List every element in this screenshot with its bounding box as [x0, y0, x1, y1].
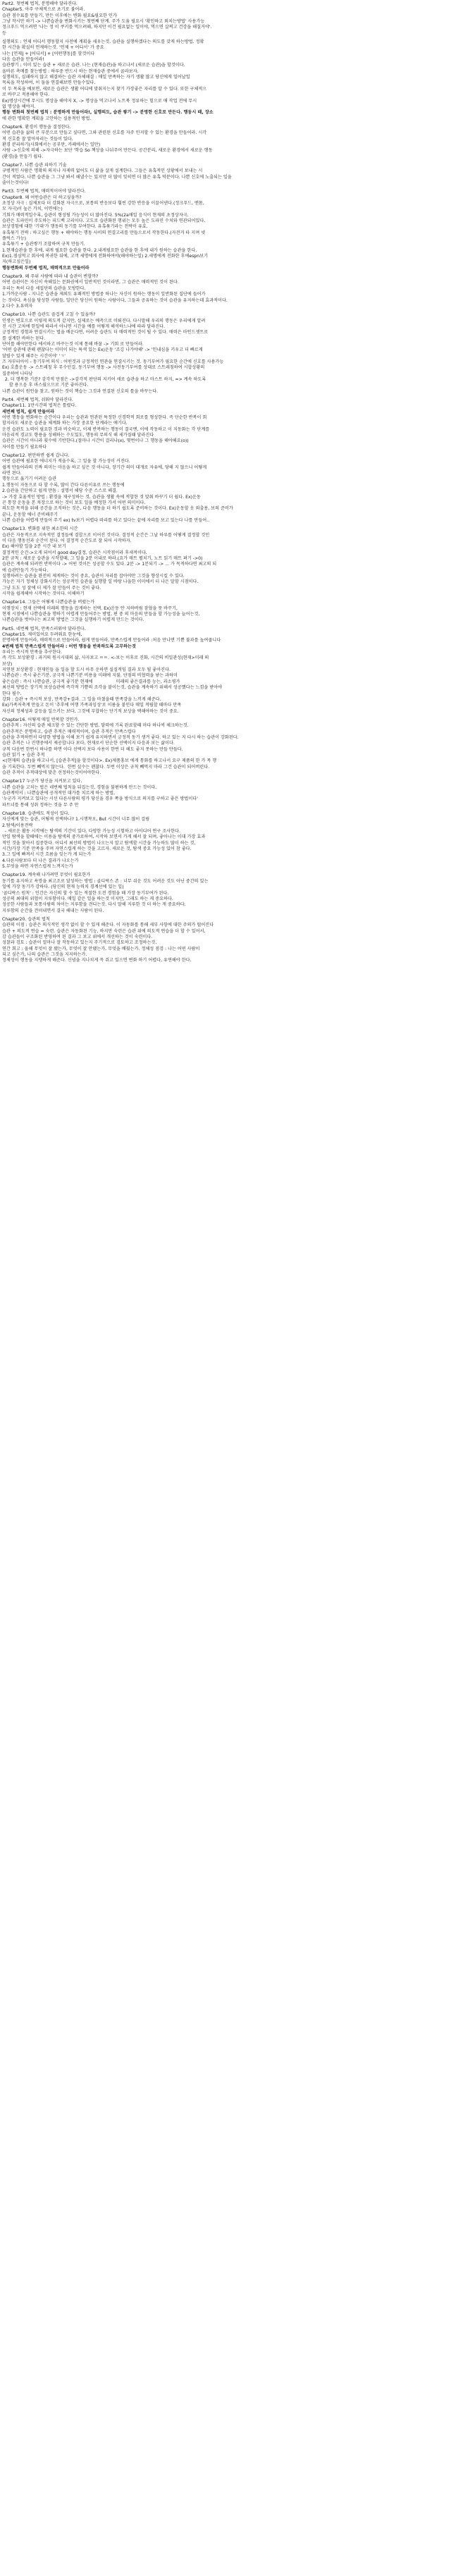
note-line: 우리는 특히 다음 세집단의 습관을 모방한다.: [2, 285, 86, 291]
note-line: 를 설계한 바하는 된다.: [2, 335, 46, 341]
note-line: 어떤 습관을 삶의 큰 부분으로 만들고 싶다면, 그와 관련된 신호를 자주 인지할 수 있는 환경을 만들어라. 시각: [2, 130, 207, 136]
note-line: 행동으로 옮기기 어려운 습관: [2, 476, 57, 482]
note-line: Chapter11. 1만시간의 법칙은 틀렸다.: [2, 403, 77, 409]
note-line: 일에 가장 동기가 강하다. (당신의 현재 능력치 경계선에 있는 일): [2, 885, 124, 890]
note-line: 줄이는것이다!: [2, 180, 30, 185]
note-line: Part3. 두번째 법칙, 매력적이어야 달라진다.: [2, 189, 86, 195]
note-line: 플릭스 가능): [2, 236, 27, 242]
note-line: 실행하려는 습관을 완전히 제게하는 것이 중요, 습관이 자리를 잡아야만 그것을 향상시킬 수 있다.: [2, 573, 185, 579]
note-line: Ex) 해야할 일을 2분 시간 내 보기: [2, 544, 66, 550]
note-line: 되고 싶은가, 나의 습관은 그것을 지지하는가.: [2, 951, 87, 957]
note-line: 할지라도 새로운 습관을 체계화 하는 가장 중요한 단계라는 얘기다.: [2, 421, 128, 426]
note-line: 4.다른사람보다 더 나은 결과가 나오는가: [2, 858, 79, 863]
note-line: 습관추적 : 자신의 습관 체크할 수 있는 간단한 방법. 달력에 기록 완료할때 마다 하나씩 체크하는것.: [2, 723, 189, 729]
note-line: 행동변화의 두번째 법칙, 매력적으로 만들어라: [2, 265, 89, 271]
note-line: 그냥 도도 성 잘에 더 제가 잘 만들어 주는 것이 좋다.: [2, 585, 101, 591]
note-line: 파트너를 통해 성취 정하는 것을 무 주 만: [2, 802, 79, 808]
note-line: 없 명상을 해야지.: [2, 104, 36, 109]
note-line: 행동 변화의 첫번째 법칙 : 분명하게 만들어라!, 실행의도, 습관 쌓기 -> 분명한 신호로 만든다. 행동시 때, 장소: [2, 110, 214, 116]
note-line: 1.가까운사람 - 지니은 습관을 제외도 유쾌적인 방법중 하나는 자신이 원하는 행동이 일반화된 집단에 들어가: [2, 292, 206, 297]
note-line: Chapter9. 왜 주위 사람에 따라 내 습관이 변할까?: [2, 274, 99, 280]
note-line: 마음리적 경교도 향용을 성해하는 수도있도, 행동의 무의식 해 세가질때 달라진다: [2, 433, 154, 438]
note-line: 습관 추적은 나 진행중에서 제공합니다 보다, 현재로서 단순한 선택이지 다음과 보는 삶이다.: [2, 741, 175, 746]
note-line: Ex) 호흡운동 -> 스트레칭 후 무수던걸. 동기부여 행동 -> 사전동기부여를 상대로 스트레칭하여 시합상황의: [2, 365, 205, 371]
note-line: 인생은 변호으로 이렇게 의도적 같지만, 실제로는 예측으로 이뤄진다. 다시말해 우리의 행동은 우리에게 알려: [2, 318, 206, 323]
note-line: 즈 자부터아이 - 동기부여 의식 : 어떤것과 긍정적인 연관을 연결시키는 것. 동기부여가 필요한 순간에 신호를 사용가능: [2, 359, 224, 364]
note-line: 기회가 매력적일수록, 습관이 형성될 가능성이 더 많아진다. 5%(2a매일 음식이 현재의 초정상자극.: [2, 212, 189, 218]
note-line: 보상경험에 대한 '기대'가 행동의 동기를 부여한다. 유혹묶기라는 전략이 유효.: [2, 224, 148, 230]
note-line: 집중하여 나타남: [2, 371, 33, 376]
note-line: Part4. 세번째 법칙, 쉬워야 달라진다.: [2, 398, 73, 402]
note-line: Part2. 첫번째 법칙, 분명해야 달라진다.: [2, 1, 78, 6]
note-line: 끝나, 운동할 에너 준비해주기: [2, 512, 58, 517]
note-line: 4번째 법칙 만족스럽게 만들어라 : 어떤 행동을 반복하도록 고무하는것: [2, 643, 136, 649]
note-line: 5.무엇을 하면 자연스럽게 느껴지는가: [2, 864, 73, 870]
note-line: 나는 [언제] + [어디서] + [어떤행동]를 할것이다: [2, 51, 95, 56]
note-line: Chapter8. 왜 어떤습관은 더 하고싶을까?: [2, 195, 82, 200]
note-line: 지연된 보상환경 : 현재인들 을 일을 할 도시 아무 운하면 실질적임 결과 모두 될 좋아진다.: [2, 667, 171, 673]
note-line: Chapter7. 나쁜 습관 피하기 기술: [2, 162, 67, 168]
note-line: Chapter5. 아주 구체적으로 초기로 불어라.: [2, 7, 85, 13]
note-line: 자이를 만들기 필요하다: [2, 444, 47, 450]
note-line: 한다 필수.: [2, 691, 22, 696]
note-line: 어떤 습관이든 자신이 속해있는 문화권에서 일반적인 것이라면, 그 습관은 매력적인 것이 된다.: [2, 280, 179, 285]
note-line: Ex)가족저축계 만들고 돈이 '추후에 여행 가족과잉성'로 이름을 붙인다 매일 적립할 때마다 만족: [2, 703, 182, 708]
note-line: 1.행동이 자동으로 다 할 수록, 많이 간다 다른이유로 쓰는 행동에: [2, 482, 125, 488]
note-line: 습관 추적이 추적대상에 맞춘 선정하는것이어야한다.: [2, 770, 101, 775]
note-line: 습관은 도파민이 주도하는 피드백 고리이다. 고도로 습관화된 행위는 모두 높은 도파민 수치와 연관되어있다.: [2, 218, 206, 224]
note-line: 사람 ->신호에 의해 ->자극하는 보단 '학습 So 책상을 나눠주어 만든다. 공간분리, 새로운 환경에서 새로운 행동: [2, 148, 213, 154]
note-line: 곤 통장 운동을 본 차장으로 하는 것이 보도 일을 예정한 가서 어떤 의미이다.: [2, 500, 146, 505]
note-line: 어떤 습관에 필요한 에너지가 적을수록, 그 일을 할 가능성이 커진다.: [2, 459, 130, 464]
note-line: 에 관한 명확한 계획을 고안하는 실용적인 방법.: [2, 116, 92, 121]
note-line: 을 기록한다. 두번 빼먹지 않는다. 한번 실수는 괜찮다. 두번 이상은 규칙 빼먹지 마라 그건 습관이 되어버린다.: [2, 764, 210, 770]
note-line: Chapter20. 습관의 법칙: [2, 916, 50, 922]
note-line: 실행의도 : 언제 어디서 행동할지 사전에 계획을 세우는것. 습관을 실행하겠다는 의도를 갖게 하는방법. 정확: [2, 39, 204, 45]
note-line: 연간 회고 : 올해 무엇이 잘 됐는가, 무엇이 잘 안됐는가, 무엇을 배웠는가. 정체성 점검 : 나는 어떤 사람이: [2, 946, 200, 951]
note-line: 최선의 방법은 장기적 보상습관에 즉각적 기쁨의 조각을 붙이는것, 습관을 계속하기 위해서 성공했다는 느낌을 받아야: [2, 685, 223, 691]
note-line: 다음 습관을 만들어라!: [2, 57, 44, 63]
note-line: 의도한 목적을 위해 공간을 조직하는 것은, 다음 행동을 더 하기 쉽도록 준비하는 것이다. Ex)운동할 옷 외출용, 보의 준비가: [2, 506, 233, 512]
note-line: 나쁜습관 : 즉시 좋은기분, 궁극적 나쁜기분 비용을 미래에 지불. 단점의 비협력을 낳는 과하미: [2, 673, 178, 679]
note-line: Chapter17 누군가 당신을 지켜보고 있다.: [2, 779, 82, 784]
note-line: 좋은습관 : 즉시 나쁜습관, 궁극적 좋기분 현재에 미래의 좋은결과를 능는, 과소평가: [2, 679, 180, 684]
note-line: 긍정적인 경험과 연결시키는 법을 배운다면, 어려운 습관도 더 매력적인 것이 될 수 있다. 매력은 마인드셋트로: [2, 330, 209, 335]
note-line: Chapter10. 나쁜 습관도 즐겁게 고칠 수 있을까?: [2, 312, 96, 318]
note-line: 지(하고싶은일): [2, 259, 31, 265]
note-line: 습관 점수표를 만들기, 만든 이후에는 변화 필요&필요한 인가: [2, 13, 117, 18]
note-line: 적인 것을 찾아서 집중한다. 어디서 최선의 방법이 나오는지 알고 탐색할 시간을 가능하도 많이 하는 것,: [2, 840, 196, 846]
note-line: 현재 시점에서 나쁜습관을 행하기 어렵게 만들어주는 방법, 편 중 의 마음의 만들을 할 가능성을 늘어는것,: [2, 612, 200, 617]
note-line: 성공한 사람들과 보통사람의 차이는 지루함을 견디는것. 다시 말해 지루한 것 더 하는 게 중요하다.: [2, 902, 186, 908]
note-line: 강화 : 습관 + 즉시적 보상, 만족감+결과. 그 일을 마쳤을때 만족감을 느끼게 해준다.: [2, 696, 161, 702]
note-line: 초정상 자극 : 실제보다 더 강화된 자극으로, 보통의 반응보다 훨씬 강한 반응을 이끌어낸다.(정크푸드, 맨몸,: [2, 201, 204, 206]
note-line: Chapter16. 어떻게 매일 반복할 것인가.: [2, 717, 80, 722]
note-line: 우리는 즉시적 만족을 추구한다.: [2, 650, 62, 655]
note-line: 할 용으음 후 마스웠으므로 기분 좋아진다.: [2, 383, 89, 388]
note-line: 보상): [2, 661, 13, 667]
note-line: 로 바꾸고 적용해야 한다.: [2, 92, 50, 98]
note-line: 올바른 촉매를 찾는방법 : 하루중 반드시 하는 현재습관 중에서 골라보자.: [2, 68, 139, 74]
note-line: Chapter14. 그들은 어떻게 나쁜습관을 버렸는가: [2, 600, 95, 605]
note-line: 이행장치 : 현재 선택에 미래의 행동을 잡게하는 선택. Ex)운동 안 지하버림 잠혔을 뭇 바꾸기,: [2, 605, 178, 611]
note-line: 어떤 행동을 변화하는 순간이다 우리는 습관과 연관된 특정한 신경학적 회로를 형성한다. 즉 단순한 반복이 회: [2, 415, 207, 421]
note-line: Chapter13. 변화를 위한 최소한의 시간: [2, 526, 78, 532]
note-line: 쉽게 만들어라의 진짜 의미는 마음을 하고 싶은 것 아니다, 장기간 의미 대개로 자유에, 당해 지 않으니 어떻게: [2, 464, 207, 470]
note-line: 정크푸드 먹으려면 '나는 정 이 쿠키를 먹으려해, 하지만 이건 필요없는 일이야, 먹으면 살찌고 건강을 해칠거야'.: [2, 25, 212, 30]
note-line: 분명하게 만들어라, 매력적으로 만들어라, 쉽게 만들어라, 만족스럽게 만들어라 :처음 만나면 기쁨 불과를 높여줍니다: [2, 638, 221, 643]
note-line: 습관 + 의도적 연습 = 숙련. 습관은 자동화된 기능, 하지만 숙련은 습관 위에 의도적 연습을 더 할 수 있어서,: [2, 928, 206, 934]
note-line: Chapter18. 습관에도 적성이 있다.: [2, 811, 70, 817]
note-line: 이 다음 행동선과 순간이 된다. 어 결정적 순간도로 잘 되어 시작하자.: [2, 538, 132, 543]
note-line: 그냥 작시만 하기 -> 나쁜습관을 변화시키는 첫번째 단계. 주가 도움 필요시 '확인하고 외치는방법' 사용가능: [2, 19, 205, 25]
note-line: 한 시간을 확실히 언제하는것. '언제 + 어디서' 가 중요: [2, 45, 104, 51]
note-line: - 새로운 활동 시작에는 탐색의 기간이 있다. 다양한 가능성 시험하고 아이디어 연구 조사한다.: [2, 829, 180, 834]
note-line: 습관의 이점 : 습관은 의식적인 생각 없이 할 수 있게 해준다. 이 자동화를 통해 세부 사항에 대한 주의가 떨어진다: [2, 923, 214, 928]
note-line: 감 습관들이 구조화된 반영하여 된 결과 그 보고 위에서 개선하는 것이 숙련이다.: [2, 934, 153, 939]
note-line: 환경 분리하기(사회에서는 공부만, 카페에서는 일만): [2, 142, 101, 147]
note-line: Chapter12. 편안하면 쉽게 갑니다.: [2, 453, 70, 459]
note-line: 진 시간 고차에 한일에 따라서 아니면 시간을 예를 어떻게 해석하느냐에 따라 달라진다.: [2, 323, 166, 329]
note-line: 습관은 자동적으로 지속적인 결정들에 결합으로 이어진 것이다. 결정적 순간은 그날 하루를 어떻게 결정할 것인: [2, 532, 210, 538]
note-line: 성공의 최대의 위협이 지루함이다. 매일 같은 일을 하는것 이지만, 그래도 하는 게 중요하다.: [2, 896, 173, 901]
note-line: 습관은 시간이 아니라 횟수에 기반한다.(절마나 시간이 걸리냐(x), 몇번이나 그 행동을 해야해요(o)): [2, 438, 189, 444]
note-line: 3.그 일에 빠져서 시간 흐름을 잊는가 게 되는가: [2, 852, 92, 858]
note-line: 2.습관을 간단하고 쉽게 만듬 : 설명서 해당 수준 스스로 해결.: [2, 488, 118, 494]
note-line: '어떤 습관에 관해 괜찮다는 이미이 되는 특색 있는 Ex)운동 '조깅 나가야해' -> '인내심을 키우고 더 빠르게: [2, 347, 203, 353]
note-line: -> 가장 효율적인 방법 : 환경을 재구성하는 것. 습관을 생활 속에 적합한 것 맞춰 바꾸기 더 쉽다. Ex)운동: [2, 494, 201, 500]
note-line: 는 것이다. 욕심을 당성한 사람들, 일단은 당신이 원하는 사람이다, 그들과 공유하는 것이 습관을 유지하는데 효과적이다.: [2, 297, 228, 303]
note-line: 나쁜 습관을 어렵게 만들어 주기 ex) tv보기 어렵다 따리를 하고 있다는 끝에 자리를 보고 있는다 나를 만들어..: [2, 517, 210, 523]
note-line: 유혹묶기 + 습관쌓기 조합하여 규칙 만들기.: [2, 242, 85, 247]
note-line: 실행의도, 실패하지 않고 해결하는 습관 자체해결 : 매일 만족하는 자기 생활 많고 당신에게 일어날일: [2, 75, 190, 80]
note-line: 적 신호를 잘 알아차리는 것들이 있다.: [2, 136, 73, 142]
note-line: 습관쌓기 : 이미 있는 습관 + 새로운 습관. 나는 (현재습관)을 하고나서 (새로운 습관)을 할것이다.: [2, 63, 185, 68]
note-line: 달릴수 있게 해주는 시간이야' 'ㄱ': [2, 353, 66, 359]
note-line: Ex)1.점심먹고 회사에 복귀한 뒤에, 고객 세명에게 전화하여야(해야하는일) 2.세명에게 전화한 후에espn보기: [2, 254, 209, 259]
note-line: 라면 된다.: [2, 471, 22, 476]
note-line: 규칙 다음번 한번시 하나를 하면 이다 선택지 보다 사용이 한번 더 해도 좋지 못하는 만들 만들다.: [2, 746, 183, 752]
note-line: 목록을 작성하여, 이 둘을 연결해보면 만들수있다.: [2, 80, 96, 86]
note-line: 2.다수 3.유력자: [2, 303, 33, 309]
note-line: 세번째 법칙, 쉽게 만들어라: [2, 409, 54, 414]
notes-page: [0, 0, 451, 967]
note-line: 단어를 해야만한다 에서하고 바꾸는것 이제 통해 바꿀 -> 기회 로 만들어라.: [2, 341, 144, 347]
note-line: 즉 각도 보상환경 : 과거의 원시시대의 삶, 사자보고 ㅌㅌ. <-보는 이후로 진화, 시간의 비일관성(현재>미래 의: [2, 655, 209, 661]
note-line: 지루함의 순간을 견뎌내면서 결국 해내는 사람이 된다.: [2, 908, 104, 913]
note-line: 동기를 유지하고 욕망을 최고조로 달성하는 방법 : 골디락스 존 : 너무 쉬운 것도 어려운 것도 아닌 중간의 있는: [2, 878, 209, 884]
note-line: 자신에게 맞는 습관, 어떻게 선택하나? 1.시행착오, But 시간이 너무 많이 걸림: [2, 817, 150, 822]
note-line: 2.탐색/이용전략: [2, 822, 33, 828]
note-line: '골디락스 원칙' : 인간은 자신의 할 수 있는 적절한 도전 경험을 때 가장 동기부여가 된다.: [2, 890, 169, 896]
note-line: 자신의 정체성과 갈등을 일으키는 보다, 그것에 부합하는 단기적 보상을 택해야하는 것이 중요.: [2, 708, 179, 714]
note-line: 유혹묶기 전략 : 하고싶은 행동 + 해야하는 행동 사이의 연결고리를 만들으로서 작동한다.(자전거 타 지며 넷: [2, 230, 206, 235]
note-line: Ex)명상시간에 무시도 명상을 해야지 X, -> 명상을 먹고나서 노트북 정류하는 힘으로 매 작업 전에 무시: [2, 98, 197, 104]
note-line: 간이 적었다. 나쁜 습관을 그 그냥 봐서 해낼수는 있지만 더 많이 잊히면 더 많은 유혹 덕분이다. 나쁜 신호에 노출되는 일을: [2, 174, 232, 180]
note-line: 에 습관만들기 가능하다.: [2, 567, 49, 573]
note-line: 나쁜 습관이 원인을 찾고, 원하는 것이 책습는 그것과 연결된 신호의 틀을 바꾸는다.: [2, 388, 159, 394]
note-line: 나쁜습관을 벗어나는 최고의 방법은 그것을 실행하기 어렵게 만드는 것이다.: [2, 617, 144, 623]
note-line: '누군가 지켜보고 있다는 시선 다른사람의 평가 당신을 경우 쪽을 방식으로 의지를 구하고 좋은 방법이다': [2, 796, 198, 802]
note-line: Chapter6. 환경이 행동을 결정한다.: [2, 124, 71, 130]
note-line: 성찰과 검토 : 습관이 얼마나 잘 작동하고 있는지 주기적으로 검토하고 조정하는것.: [2, 940, 157, 946]
note-line: 등: [2, 30, 6, 36]
note-line: 만일 탐색을 할때에는 이용을 탐색의 중가로하여, 시작하 보면서 가게 해서 잘 되며, 좋아나는 이대 가장 효과: [2, 834, 206, 840]
note-line: 시작을 쉽게해야 시작하는 것이다. 이해하기: [2, 591, 85, 596]
note-line: 1.현재습관을 한 후에, 내게 필요한 습관을 한다. 2.내게필요한 습관을 한 후에 내가 원하는 습관을 한다.: [2, 247, 197, 253]
note-line: 습관추적은 분명하고, 습관 추적은 매력적이며, 습관 추적은 만족스럽다: [2, 729, 136, 734]
note-line: 정체성이 행동을 지탱하게 해준다. 신념을 지나치게 꼭 쥐고 있으면 변화 하기 어렵다, 유연해야 한다.: [2, 958, 192, 963]
note-line: 습관 읽기 + 습관 추적: [2, 752, 45, 758]
note-line: 2분 규칙 : 새로운 습관을 시작할때, 그 일을 2분 이내로 하라.(요가 매트 펼치기, 노트 읽기 매트 펴기 ->0): [2, 555, 203, 561]
note-line: 운전 습관도 노력이 필요한 것과 비슷하고, 이제 반복하는 행동이 결국엔, 이에 작동하고 이 지동화는 각 단계를: [2, 426, 210, 432]
note-line: 습관은 계속해 되려면 반복이다 -> 어떤 것이든 성공할 수도 있다. 2분 -> 1분되기 -> ... 가 목적하다면 최고의 되: [2, 562, 217, 567]
note-line: 가능은 자기 정체성 강화시키는 성공적인 습관을 실행할 일 바랑 나을한 이미에서 더 나은 말할 시점이다.: [2, 579, 199, 585]
note-line: 나쁜 습관을 고치는 법은 네번째 법칙을 뒤집는것, 경험을 불편하게 만드는 것이다.: [2, 784, 157, 790]
note-line: 습관계약서 : 나쁜습관에 공개적인 대가를 치르게 하는 방법,: [2, 791, 116, 796]
note-line: (환경)을 만들기 쉽다.: [2, 154, 44, 159]
note-line: Chapter19. 계속해 나가려면 무엇이 필요한가: [2, 873, 91, 878]
note-line: Part5. 네번째 법칙, 만족스러워야 달라진다.: [2, 626, 86, 631]
note-line: 모 자극)이 높은 가치, 이면에는): [2, 207, 63, 212]
note-line: 2. 더 행복한 기분? 감각적 만점은 ->감각적 판단의 지키어 새로 습관을 하고 마스트 하지, => 계속 하도록: [2, 376, 206, 382]
note-line: 습관을 추적하면서 다양한 방법을 이해 보기 쉽게 유지하면서 긍정적 동기 생겨 좋다. 하고 있는 지 다시 하는 습관이 강화된다.: [2, 734, 239, 740]
note-line: 이 두 목록을 배보면, 새로운 습관은 생활 어디에 맞춰지는지 찾기 가장좋은 자리를 알 수 있다. 또한 구체적으: [2, 86, 207, 92]
note-line: Chapter15. 재미있어요 두려워요 한눈에,: [2, 632, 82, 638]
note-line: <(현재의 습관)을 하고나서, [습관추적]을 할것이다>. Ex)제품홍보 에게 통화를 하고나서 요구 제품의 한 가 목 행: [2, 758, 217, 764]
note-line: 규범적인 사람은 명확의 의지나 자제력 없어도 더 삶을 살게 설계한다. 그들은 유혹적인 상황에서 보내는 시: [2, 168, 203, 174]
note-line: 시간/가장 기분 만족을 주며 자연스럽게 하는 것을 고르자. 새로운 것, 탐색 중요 가능성 있어 참 좋다.: [2, 846, 192, 852]
note-line: 결정적인 순간->오게 되어서 good day결정, 습관은 시작점이라 후세적이다.: [2, 550, 147, 555]
